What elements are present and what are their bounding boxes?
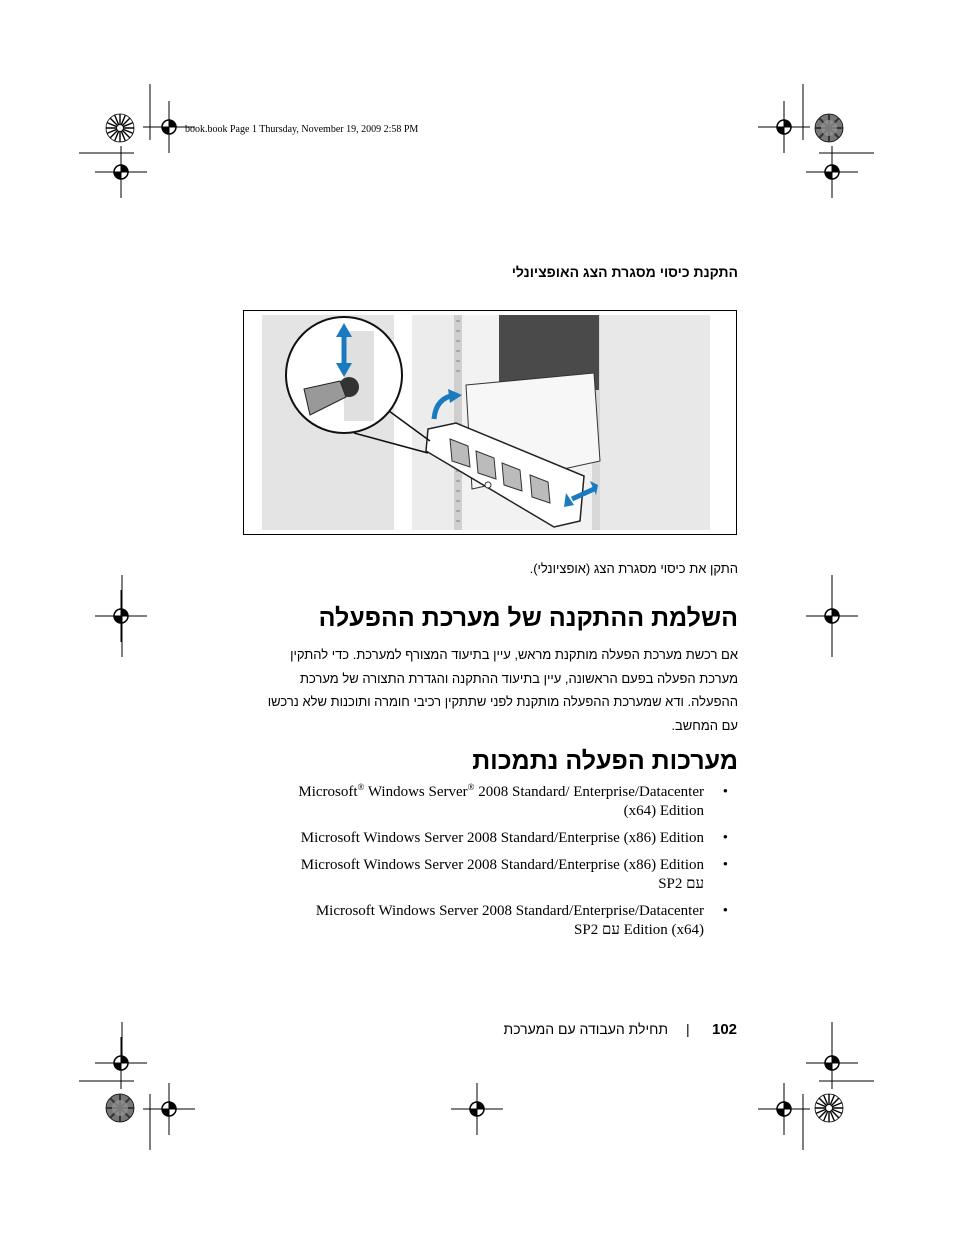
bullet-icon: • <box>722 784 728 800</box>
registered-mark: ® <box>467 782 475 792</box>
item-text: Microsoft Windows Server 2008 Standard/Enterprise/Datacenter <box>315 903 704 919</box>
starburst-target-icon <box>105 1093 135 1123</box>
footer-chapter-title: תחילת העבודה עם המערכת <box>503 1021 668 1037</box>
item-text: (x64) Edition עם SP2 <box>574 922 704 938</box>
paragraph-line: אם רכשת מערכת הפעלה מותקנת מראש, עיין בתיעוד המצורף למערכת. כדי להתקין <box>290 647 738 662</box>
registration-mark-icon <box>143 1083 195 1135</box>
starburst-target-icon <box>105 113 135 143</box>
list-item <box>258 856 738 894</box>
running-header: book.book Page 1 Thursday, November 19, 2009 2:58 PM <box>185 124 419 135</box>
figure-title: התקנת כיסוי מסגרת הצג האופציונלי <box>511 264 738 280</box>
supported-os-list <box>258 783 738 948</box>
registration-mark-icon <box>806 590 858 642</box>
item-text: עם SP2 <box>658 876 704 892</box>
item-text: Microsoft Windows Server 2008 Standard/Enterprise (x86) Edition <box>300 830 704 846</box>
item-text: Windows Server <box>364 784 468 800</box>
starburst-target-icon <box>814 113 844 143</box>
paragraph-line: מערכת הפעלה בפעם הראשונה, עיין בתיעוד ההתקנה והגדרת התצורה של מערכת <box>300 670 738 686</box>
starburst-target-icon <box>814 1093 844 1123</box>
bullet-icon: • <box>722 857 728 873</box>
bullet-icon: • <box>722 830 728 846</box>
registration-mark-icon <box>806 1037 858 1089</box>
section-heading-complete-os-install: השלמת ההתקנה של מערכת ההפעלה <box>318 604 738 632</box>
paragraph-line: ההפעלה. ודא שמערכת ההפעלה מותקנת לפני שתתקין רכיבי חומרה ותוכנות שלא נרכשו <box>267 694 738 709</box>
figure-caption: התקן את כיסוי מסגרת הצג (אופציונלי). <box>529 561 738 576</box>
footer-separator: | <box>686 1021 690 1037</box>
list-item <box>258 902 738 940</box>
item-text: Microsoft <box>298 784 358 800</box>
paragraph-line: עם המחשב. <box>671 717 738 733</box>
item-text: 2008 Standard/ Enterprise/Datacenter <box>474 784 704 800</box>
registration-mark-icon <box>95 1037 147 1089</box>
list-item <box>258 783 738 821</box>
registration-mark-icon <box>758 101 810 153</box>
section-paragraph <box>238 643 738 737</box>
registration-mark-icon <box>451 1083 503 1135</box>
item-text: Microsoft Windows Server 2008 Standard/Enterprise (x86) Edition <box>300 857 704 873</box>
bullet-icon: • <box>722 903 728 919</box>
bezel-install-illustration <box>243 310 737 535</box>
registered-mark: ® <box>357 782 365 792</box>
registration-mark-icon <box>806 146 858 198</box>
list-item <box>258 829 738 848</box>
section-heading-supported-os: מערכות הפעלה נתמכות <box>472 747 738 775</box>
registration-mark-icon <box>95 590 147 642</box>
registration-mark-icon <box>95 146 147 198</box>
registration-mark-icon <box>758 1083 810 1135</box>
page-number: 102 <box>712 1021 738 1038</box>
item-text: (x64) Edition <box>623 803 704 819</box>
